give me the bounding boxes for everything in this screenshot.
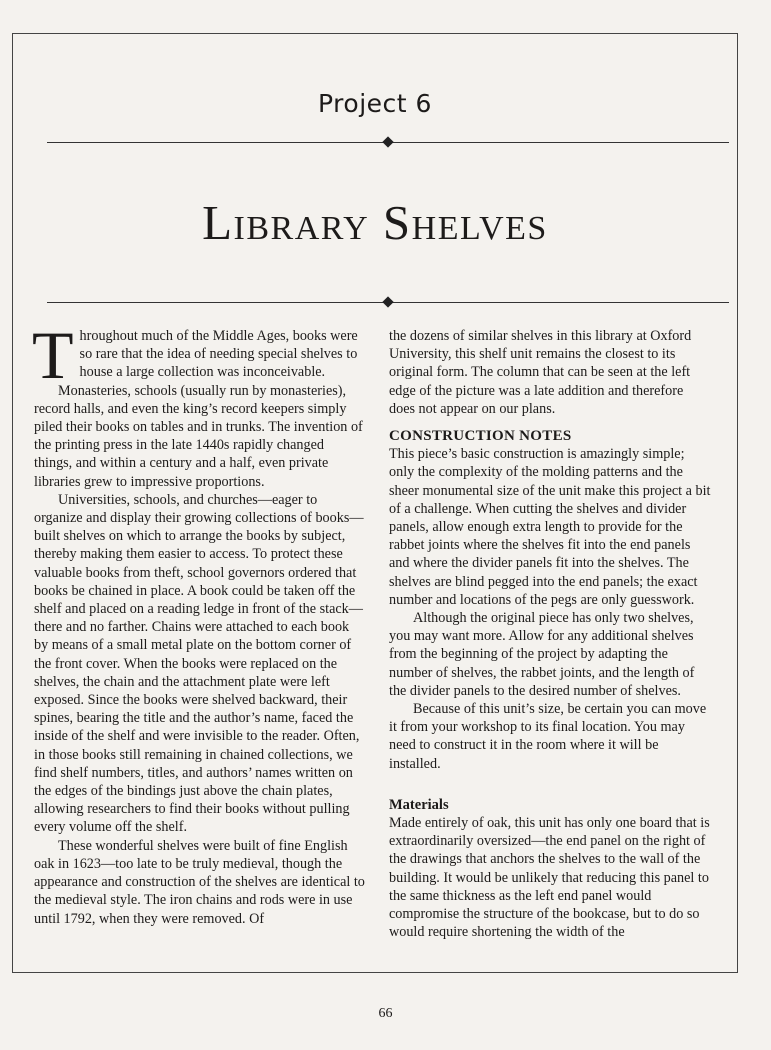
drop-cap: T <box>32 317 74 393</box>
diamond-ornament-icon <box>382 136 393 147</box>
left-column <box>32 317 365 928</box>
body-paragraph: the dozens of similar shelves in this library at Oxford University, this shelf unit remains the closest to its original form. The column that can be seen at the left edge of the picture was a late addition and therefore does not appear on our plans. <box>389 328 692 417</box>
body-paragraph: Monasteries, schools (usually run by monasteries), record halls, and even the king’s record keepers simply piled their books on tables and in trunks. The invention of the printing press in the late 1440s rapidly changed things, and within a century and a half, even private libraries grew to impressive proportions. <box>34 382 363 490</box>
page-title: Library Shelves <box>202 195 548 250</box>
intro-paragraph-text: hroughout much of the Middle Ages, books were so rare that the idea of needing special shelves to house a large collection was inconceivable. <box>79 328 358 381</box>
intro-paragraph <box>32 317 365 393</box>
page-number: 66 <box>378 1006 393 1021</box>
body-paragraph: Universities, schools, and churches—eager to organize and display their growing collections of books—built shelves on which to arrange the books by subject, thereby making them easier to access. To protect these valuable books from theft, school governors ordered that books be chained in place. A book could be taken off the shelf and placed on a reading ledge in front of the stack—there and no farther. Chains were attached to each book by means of a small metal plate on the bottom corner of the front cover. When the books were replaced on the shelves, the chain and the attachment plate were left exposed. Since the books were shelved backward, their spines, bearing the title and the author’s name, faced the inside of the shelf and were invisible to the reader. Often, in those books still remaining in chained collections, we find shelf numbers, titles, and authors’ names written on the edges of the bindings just above the chain plates, allowing researchers to find their books without pulling every volume off the shelf. <box>34 491 364 836</box>
diamond-ornament-icon <box>382 296 393 307</box>
body-paragraph: Because of this unit’s size, be certain you can move it from your workshop to its final location. You may need to construct it in the room where it will be installed. <box>389 701 707 772</box>
subsection-heading: Materials <box>389 796 449 813</box>
top-rule <box>47 142 729 143</box>
section-heading: CONSTRUCTION NOTES <box>389 428 572 445</box>
body-paragraph: These wonderful shelves were built of fine English oak in 1623—too late to be truly medieval, though the appearance and construction of the shelves are identical to the medieval style. The iron chains and rods were in use until 1792, when they were removed. Of <box>34 837 365 927</box>
body-paragraph: Made entirely of oak, this unit has only one board that is extraordinarily oversized—the end panel on the right of the drawings that anchors the shelves to the wall of the building. It would be unlikely that reducing this panel to the same thickness as the left end panel would compromise the structure of the bookcase, but to do so would require shortening the width of the <box>389 815 710 941</box>
bottom-rule <box>47 302 729 303</box>
body-paragraph: This piece’s basic construction is amazingly simple; only the complexity of the molding patterns and the sheer monumental size of the unit make this project a bit of a challenge. When cutting the shelves and divider panels, allow enough extra length to provide for the rabbet joints where the shelves fit into the end panels and where the divider panels fit into the shelves. The shelves are blind pegged into the end panels; the exact number and locations of the pegs are only guesswork. <box>389 446 711 608</box>
body-paragraph: Although the original piece has only two shelves, you may want more. Allow for any additional shelves from the beginning of the project by adapting the number of shelves, the rabbet joints, and the length of the divider panels to the desired number of shelves. <box>389 610 695 699</box>
right-column <box>389 327 711 942</box>
project-label: Project 6 <box>318 89 432 118</box>
